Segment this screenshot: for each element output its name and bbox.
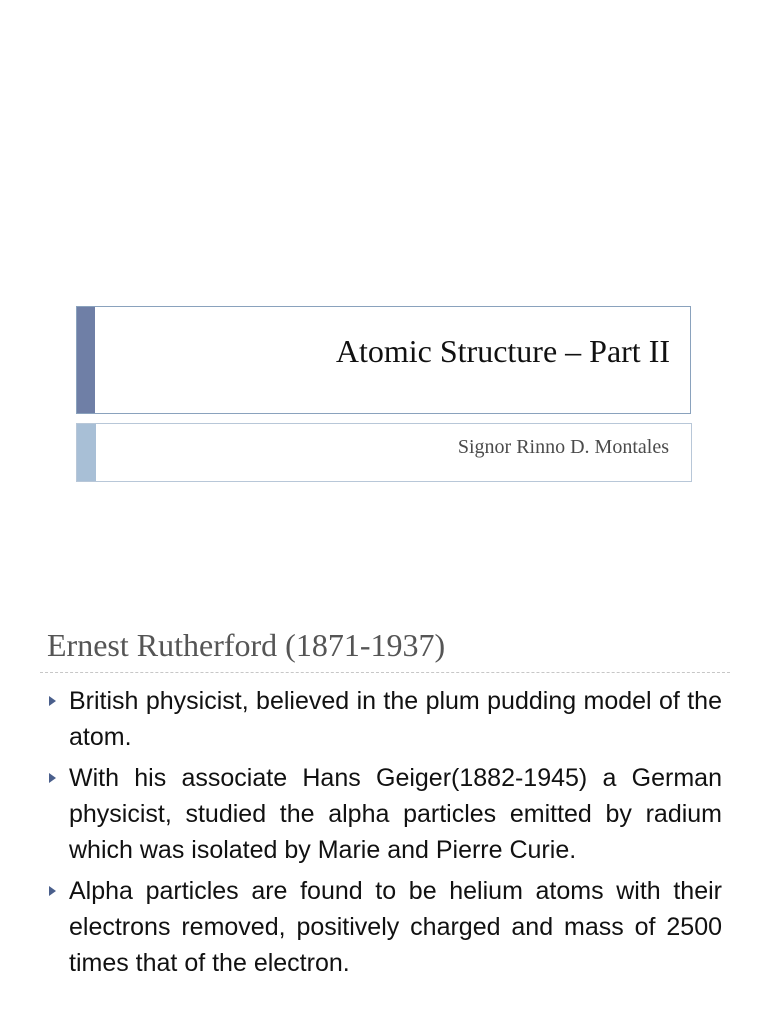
triangle-bullet-icon xyxy=(49,773,56,783)
triangle-bullet-icon xyxy=(49,696,56,706)
bullet-item xyxy=(69,683,722,755)
content-slide-title: Ernest Rutherford (1871-1937) xyxy=(47,627,446,663)
slide-title: Atomic Structure – Part II xyxy=(335,333,670,369)
title-box xyxy=(76,306,691,414)
bullet-item xyxy=(69,873,722,981)
title-accent-bar xyxy=(77,307,95,413)
bullet-text: Alpha particles are found to be helium atoms with their electrons removed, positively charged and mass of 2500 times that of the electron. xyxy=(69,877,722,977)
bullet-text: British physicist, believed in the plum pudding model of the atom. xyxy=(69,687,722,751)
content-slide xyxy=(0,575,768,1024)
subtitle-box xyxy=(76,423,692,482)
bullet-item xyxy=(69,760,722,868)
slide-subtitle: Signor Rinno D. Montales xyxy=(457,436,669,458)
title-divider xyxy=(40,672,730,673)
subtitle-accent-bar xyxy=(77,424,96,481)
triangle-bullet-icon xyxy=(49,886,56,896)
bullet-list xyxy=(0,683,768,986)
bullet-text: With his associate Hans Geiger(1882-1945) a German physicist, studied the alpha particles emitted by radium which was isolated by Marie and Pierre Curie. xyxy=(69,764,722,864)
